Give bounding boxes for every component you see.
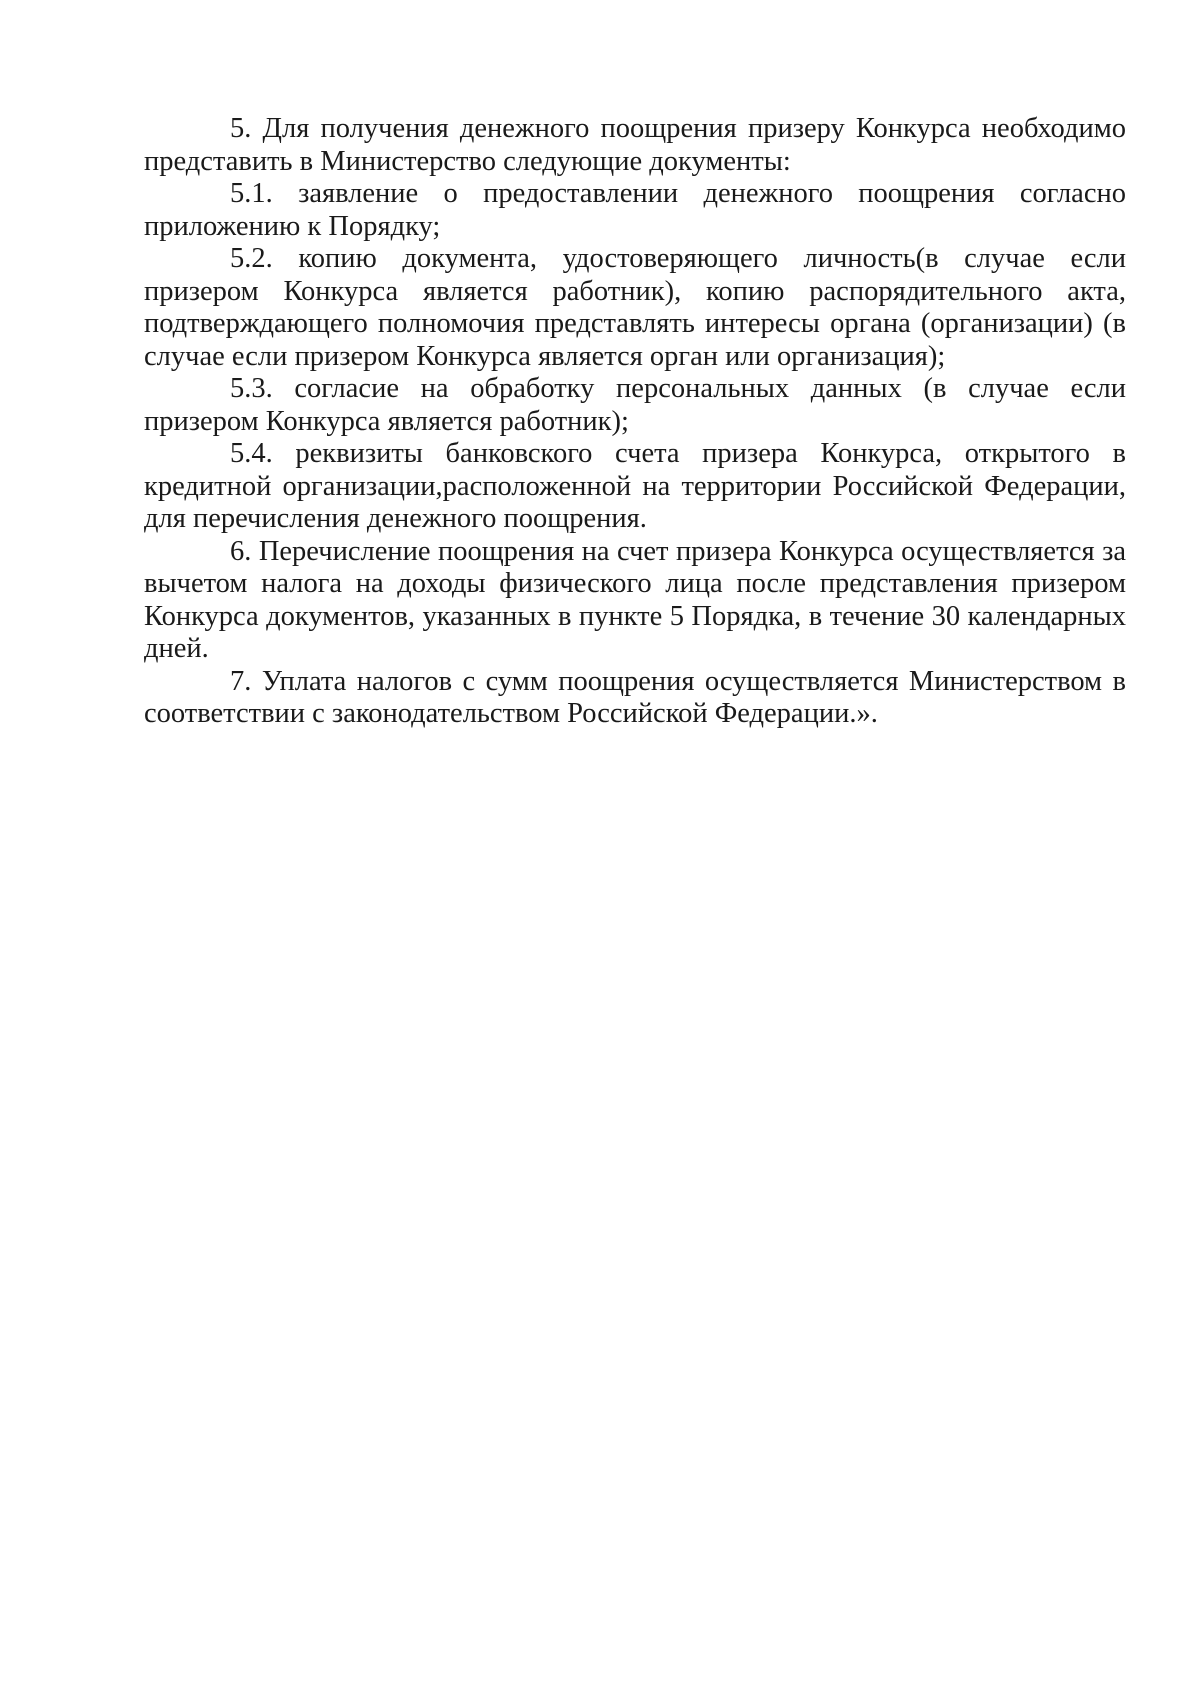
paragraph-6: 6. Перечисление поощрения на счет призера Конкурса осуществляется за вычетом налога на доходы физического лица после представления призером Конкурса документов, указанных в пункте 5 Порядка, в течение 30 календарных дней. (144, 535, 1126, 664)
paragraph-5-4: 5.4. реквизиты банковского счета призера Конкурса, открытого в кредитной организации,расположенной на территории Российской Федерации, для перечисления денежного поощрения. (144, 438, 1126, 534)
paragraph-5-1: 5.1. заявление о предоставлении денежного поощрения согласно приложению к Порядку; (144, 178, 1126, 242)
paragraph-5-2: 5.2. копию документа, удостоверяющего личность(в случае если призером Конкурса является работник), копию распорядительного акта, подтверждающего полномочия представлять интересы органа (организации) (в случае если призером Конкурса является орган или организация); (144, 243, 1126, 372)
paragraph-5-3: 5.3. согласие на обработку персональных данных (в случае если призером Конкурса является работник); (144, 373, 1126, 437)
document-body (144, 113, 1126, 731)
paragraph-7: 7. Уплата налогов с сумм поощрения осуществляется Министерством в соответствии с законодательством Российской Федерации.». (144, 665, 1126, 729)
paragraph-5: 5. Для получения денежного поощрения призеру Конкурса необходимо представить в Министерство следующие документы: (144, 113, 1126, 177)
